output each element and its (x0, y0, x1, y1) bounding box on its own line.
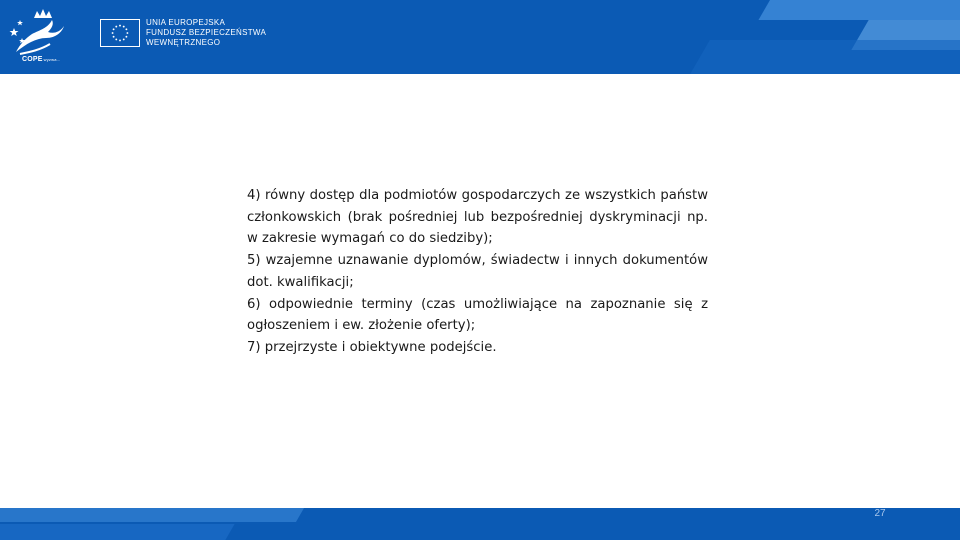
eu-flag-icon (100, 19, 140, 47)
paragraph-item: 7) przejrzyste i obiektywne podejście. (247, 339, 497, 355)
header-band (0, 0, 960, 74)
eu-fund-line: WEWNĘTRZNEGO (146, 38, 221, 47)
footer-band (0, 508, 960, 540)
paragraph-item: 4) równy dostęp dla podmiotów gospodarczych ze wszystkich państw członkowskich (brak pośredniej lub bezpośredniej dyskryminacji np. w zakresie wymagań co do siedziby); (247, 188, 708, 247)
paragraph-item: 6) odpowiednie terminy (czas umożliwiające na zapoznanie się z ogłoszeniem i ew. złożenie oferty); (247, 296, 708, 334)
footer-decor-stripe (0, 508, 304, 522)
paragraph-item: 5) wzajemne uznawanie dyplomów, świadectw i innych dokumentów dot. kwalifikacji; (247, 253, 708, 290)
page-number: 27 (874, 508, 886, 519)
header-decor-stripe (690, 40, 960, 74)
eu-fund-line: FUNDUSZ BEZPIECZEŃSTWA (146, 28, 267, 37)
body-text (247, 185, 708, 359)
eu-fund-label (146, 18, 266, 48)
cope-logo-subtitle: wyzwa... (43, 57, 61, 62)
eu-fund-line: UNIA EUROPEJSKA (146, 18, 226, 27)
footer-decor-stripe (0, 524, 235, 540)
header-decor-stripe (758, 0, 960, 20)
cope-logo-label (22, 56, 61, 63)
cope-logo-name: COPE (22, 56, 43, 63)
